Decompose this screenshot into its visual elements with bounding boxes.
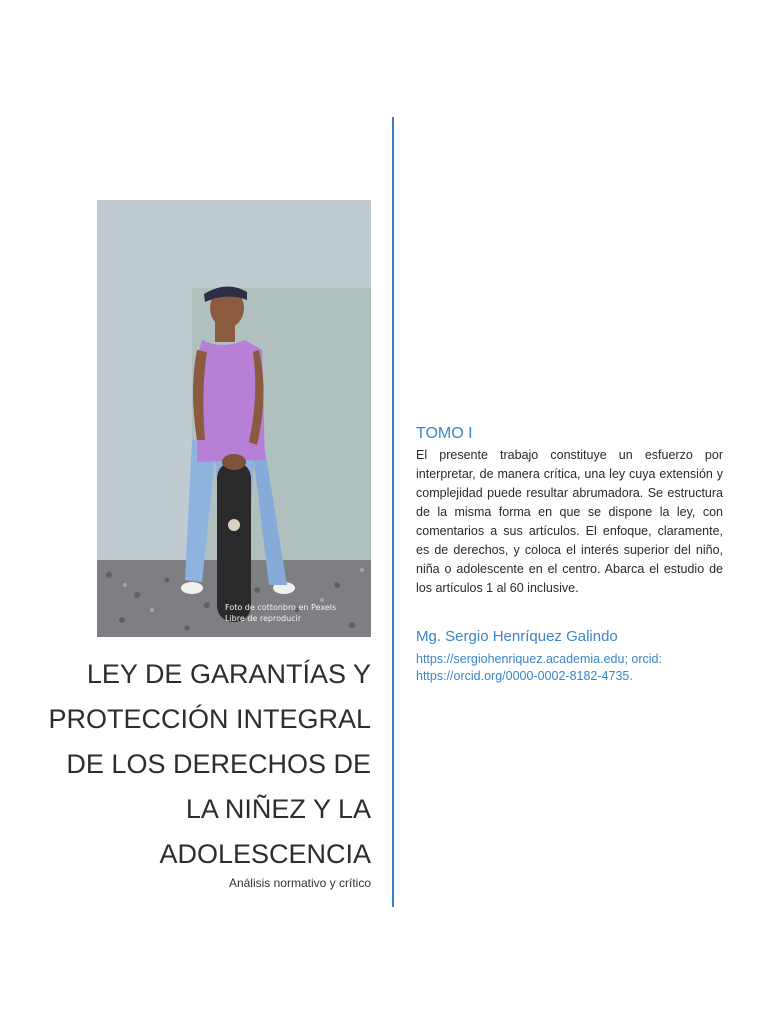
orcid-link[interactable]: https://orcid.org/0000-0002-8182-4735. <box>416 669 633 683</box>
volume-label: TOMO I <box>416 425 473 442</box>
abstract-text: El presente trabajo constituye un esfuerzo por interpretar, de manera crítica, una ley cuya extensión y complejidad puede resultar abrumadora. Se estructura de la misma forma en que se dispone la ley, con comentarios a sus artículos. El enfoque, claramente, es de derechos, y coloca el interés superior del niño, niña o adolescente en el centro. Abarca el estudio de los artículos 1 al 60 inclusive. <box>416 448 723 595</box>
academia-link[interactable]: https://sergiohenriquez.academia.edu; orcid: <box>416 652 662 666</box>
title-line: LA NIÑEZ Y LA <box>185 794 371 824</box>
document-subtitle: Análisis normativo y crítico <box>228 876 371 890</box>
photo-credit-line1: Foto de cottonbro en Pexels <box>225 603 337 612</box>
title-line: DE LOS DERECHOS DE <box>66 749 371 779</box>
photo-credit-line2: Libre de reproducir <box>225 614 302 623</box>
title-line: ADOLESCENCIA <box>159 839 371 869</box>
title-line: LEY DE GARANTÍAS Y <box>86 659 371 689</box>
cover-photo <box>97 200 371 637</box>
title-line: PROTECCIÓN INTEGRAL <box>48 704 371 734</box>
author-name: Mg. Sergio Henríquez Galindo <box>416 628 618 645</box>
photo-credit <box>225 602 365 624</box>
document-title <box>40 652 371 877</box>
author-links <box>416 651 723 685</box>
vertical-divider <box>392 117 394 907</box>
